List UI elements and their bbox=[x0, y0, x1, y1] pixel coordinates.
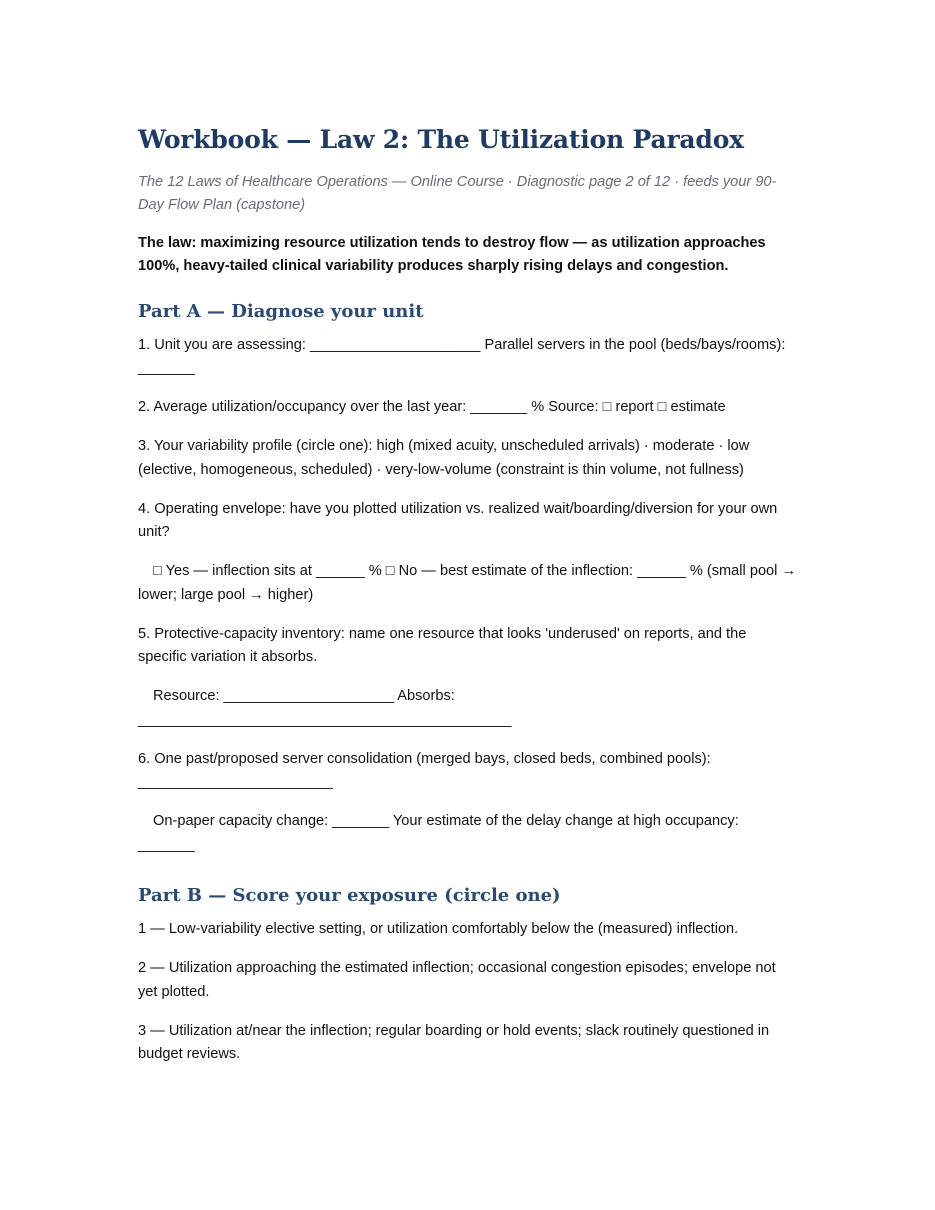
score-option-3: 3 — Utilization at/near the inflection; regular boarding or hold events; slack routinely questioned in budget reviews. bbox=[138, 1022, 770, 1063]
question-1: 1. Unit you are assessing: _____________________ Parallel servers in the pool (beds/bays/rooms): _______ bbox=[138, 336, 786, 377]
score-option-1: 1 — Low-variability elective setting, or utilization comfortably below the (measured) inflection. bbox=[138, 921, 739, 938]
question-5: 5. Protective-capacity inventory: name one resource that looks 'underused' on reports, and the specific variation it absorbs. bbox=[138, 625, 747, 666]
question-6: 6. One past/proposed server consolidation (merged bays, closed beds, combined pools): ________________________ bbox=[138, 750, 711, 791]
subtitle: The 12 Laws of Healthcare Operations — Online Course · Diagnostic page 2 of 12 · feeds your 90-Day Flow Plan (capstone) bbox=[138, 173, 777, 213]
score-option-2: 2 — Utilization approaching the estimated inflection; occasional congestion episodes; envelope not yet plotted. bbox=[138, 960, 776, 1000]
question-3: 3. Your variability profile (circle one): high (mixed acuity, unscheduled arrivals) · moderate · low (elective, homogeneous, scheduled) · very-low-volume (constraint is thin volume, not fullness) bbox=[138, 438, 750, 478]
question-6-fields: On-paper capacity change: _______ Your estimate of the delay change at high occupancy: _______ bbox=[138, 813, 739, 853]
question-5-fields: Resource: _____________________ Absorbs: ______________________________________________ bbox=[138, 688, 512, 728]
question-4: 4. Operating envelope: have you plotted utilization vs. realized wait/boarding/diversion for your own unit? bbox=[138, 500, 778, 541]
question-4-options: □ Yes — inflection sits at ______ % □ No — best estimate of the inflection: ______ % (small pool → lower; large pool → higher) bbox=[138, 563, 797, 603]
law-statement: The law: maximizing resource utilization tends to destroy flow — as utilization approaches 100%, heavy-tailed clinical variability produces sharply rising delays and congestion. bbox=[138, 234, 766, 274]
part-b-heading: Part B — Score your exposure (circle one) bbox=[138, 885, 561, 907]
part-a-heading: Part A — Diagnose your unit bbox=[138, 300, 424, 322]
question-2: 2. Average utilization/occupancy over the last year: _______ % Source: □ report □ estimate bbox=[138, 399, 726, 416]
page-title: Workbook — Law 2: The Utilization Paradox bbox=[138, 125, 744, 154]
